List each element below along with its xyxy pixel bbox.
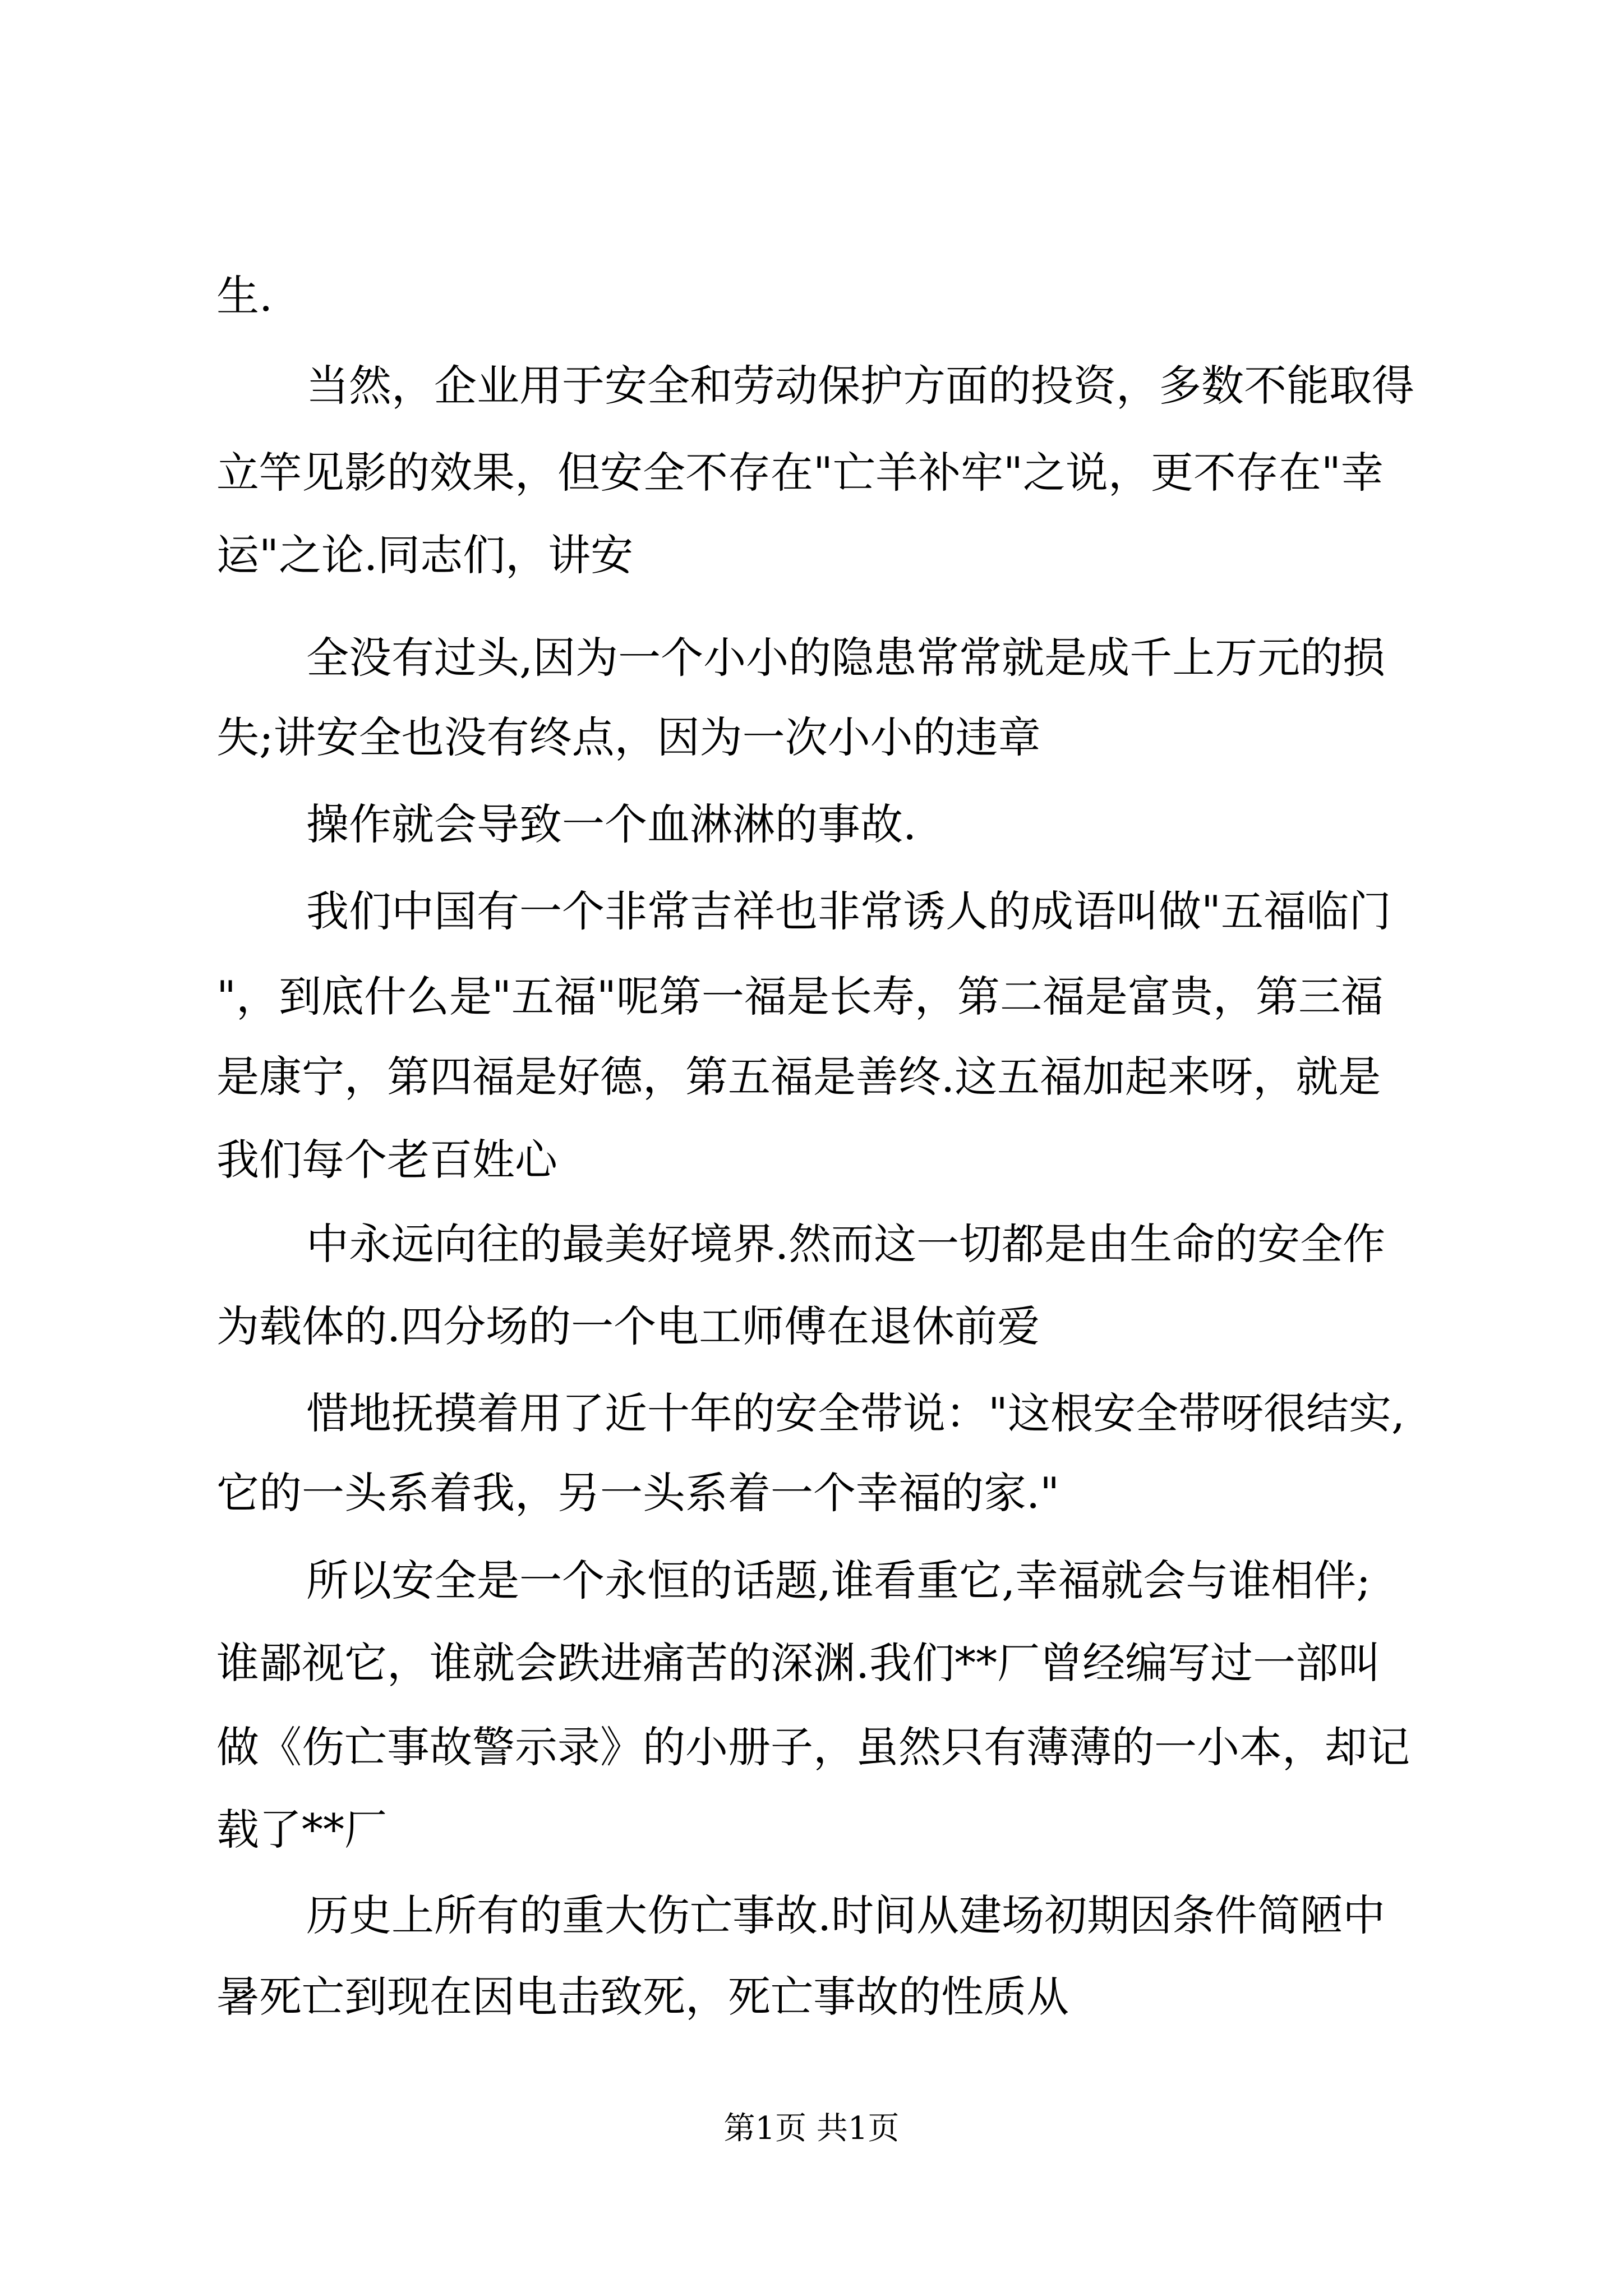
text-line: 操作就会导致一个血淋淋的事故. — [306, 799, 917, 849]
text-line: 我们每个老百姓心 — [216, 1135, 557, 1185]
page-number-footer: 第1页 共1页 — [723, 2110, 900, 2147]
text-line: 是康宁，第四福是好德，第五福是善终.这五福加起来呀，就是 — [216, 1052, 1381, 1102]
text-line: 所以安全是一个永恒的话题,谁看重它,幸福就会与谁相伴; — [306, 1556, 1371, 1605]
text-line: 谁鄙视它，谁就会跌进痛苦的深渊.我们**厂曾经编写过一部叫 — [216, 1638, 1381, 1688]
text-line: 做《伤亡事故警示录》的小册子，虽然只有薄薄的一小本，却记 — [216, 1722, 1410, 1772]
text-line: 历史上所有的重大伤亡事故.时间从建场初期因条件简陋中 — [306, 1890, 1386, 1940]
text-line: 中永远向往的最美好境界.然而这一切都是由生命的安全作 — [306, 1219, 1386, 1269]
text-line: 载了**厂 — [216, 1805, 387, 1855]
text-line: 惜地抚摸着用了近十年的安全带说："这根安全带呀很结实, — [306, 1388, 1405, 1438]
text-line: 立竿见影的效果，但安全不存在"亡羊补牢"之说，更不存在"幸 — [216, 448, 1384, 498]
text-line: 当然，企业用于安全和劳动保护方面的投资，多数不能取得 — [306, 361, 1414, 411]
text-line: 为载体的.四分场的一个电工师傅在退休前爱 — [216, 1301, 1040, 1351]
text-line: 运"之论.同志们，讲安 — [216, 530, 634, 580]
text-line: 它的一头系着我，另一头系着一个幸福的家." — [216, 1468, 1060, 1518]
text-line: 我们中国有一个非常吉祥也非常诱人的成语叫做"五福临门 — [306, 886, 1391, 936]
text-line: 生. — [216, 271, 273, 321]
text-line: 暑死亡到现在因电击致死，死亡事故的性质从 — [216, 1972, 1069, 2022]
text-line: "，到底什么是"五福"呢第一福是长寿，第二福是富贵，第三福 — [216, 972, 1384, 1022]
text-line: 失;讲安全也没有终点，因为一次小小的违章 — [216, 712, 1041, 762]
text-line: 全没有过头,因为一个小小的隐患常常就是成千上万元的损 — [306, 633, 1386, 683]
